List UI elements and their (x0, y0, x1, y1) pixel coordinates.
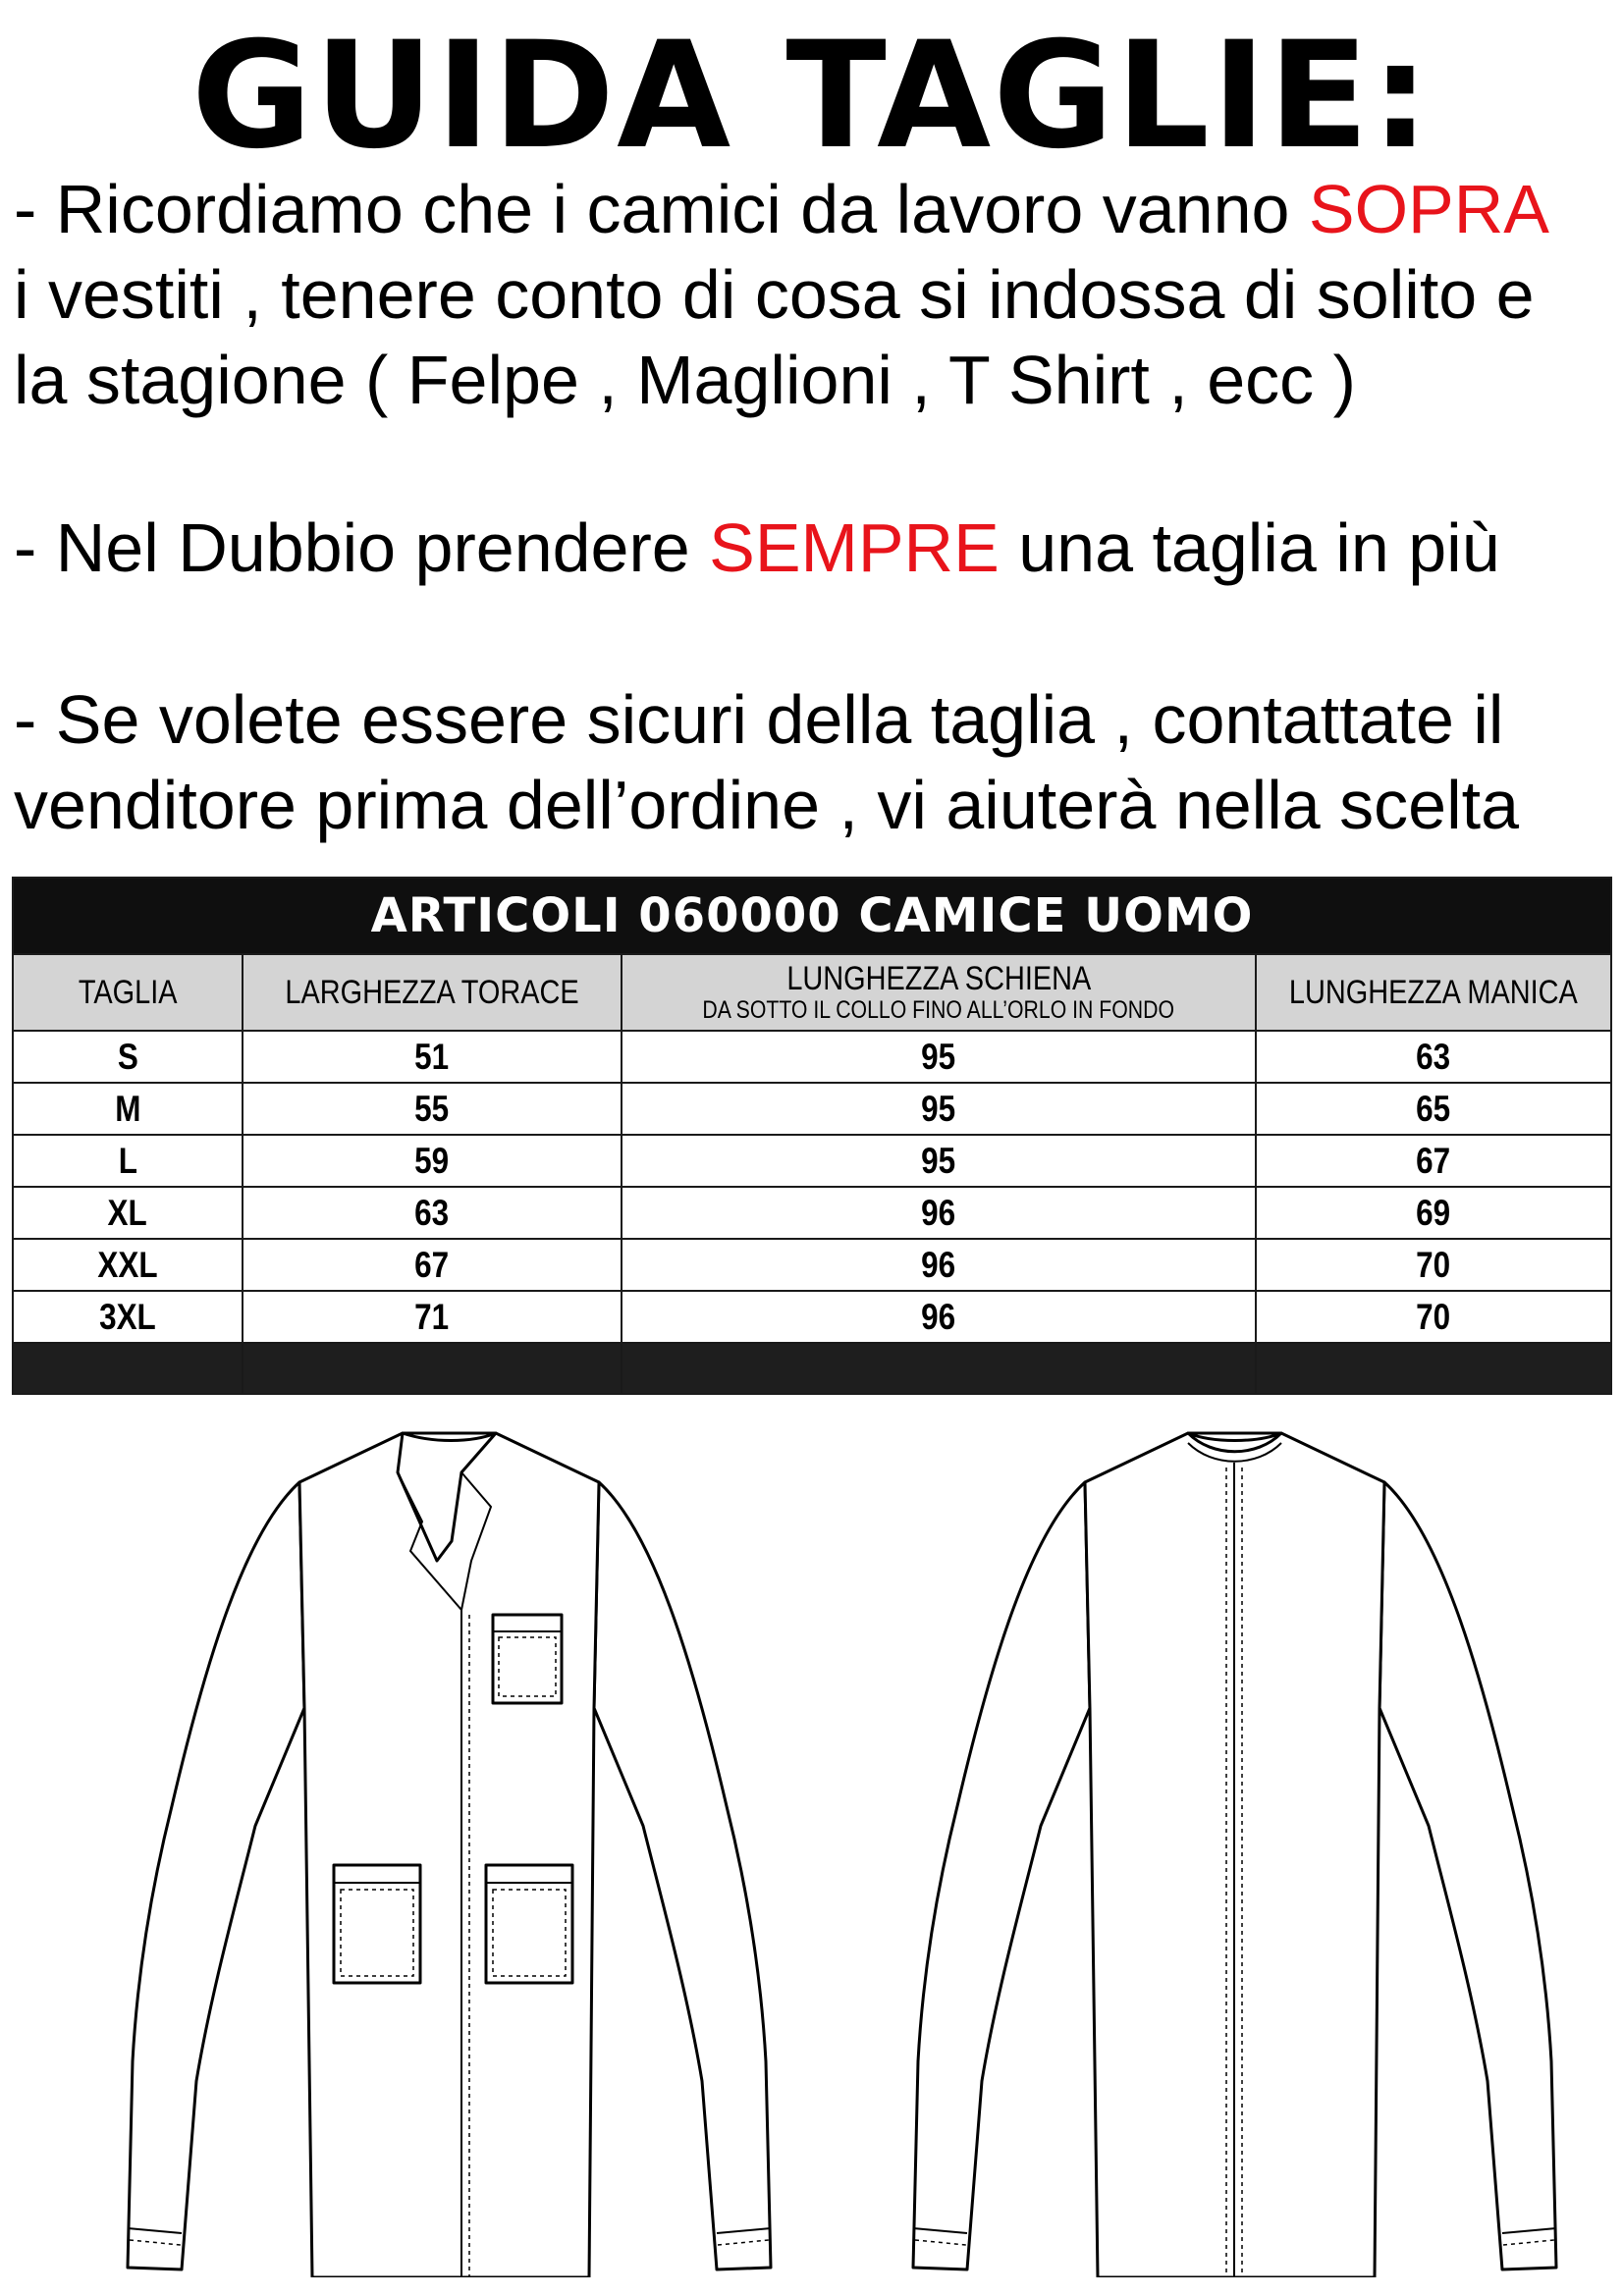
table-row (13, 1187, 1611, 1239)
cell-size: M (13, 1083, 243, 1135)
cell-back-length: 95 (622, 1135, 1256, 1187)
cell-size: S (13, 1031, 243, 1083)
cell-chest-width: 71 (243, 1291, 622, 1343)
page-title: GUIDA TAGLIE: (190, 11, 1433, 182)
table-row (13, 1083, 1611, 1135)
size-table-body (13, 1031, 1611, 1343)
note-line (14, 252, 1614, 338)
table-banner: ARTICOLI 060000 CAMICE UOMO (13, 878, 1611, 954)
cell-sleeve-length: 69 (1256, 1187, 1611, 1239)
note-contact-seller (14, 677, 1614, 848)
cell-back-length: 96 (622, 1291, 1256, 1343)
note-text: i vestiti , tenere conto di cosa si indossa di solito e (14, 256, 1535, 333)
cell-sleeve-length: 67 (1256, 1135, 1611, 1187)
cell-back-length: 95 (622, 1031, 1256, 1083)
cell-back-length: 96 (622, 1239, 1256, 1291)
cell-size: 3XL (13, 1291, 243, 1343)
cell-chest-width: 63 (243, 1187, 622, 1239)
lab-coat-illustrations (0, 1414, 1623, 2277)
cell-back-length: 95 (622, 1083, 1256, 1135)
note-emphasis: SEMPRE (709, 509, 1000, 586)
cell-chest-width: 51 (243, 1031, 622, 1083)
note-line (14, 763, 1614, 848)
cell-sleeve-length: 65 (1256, 1083, 1611, 1135)
note-text: - Se volete essere sicuri della taglia , contattate il (14, 681, 1504, 758)
size-table-container (12, 877, 1610, 1392)
table-footer-bar (13, 1343, 1611, 1394)
lab-coat-back-drawing (913, 1433, 1556, 2277)
note-text: venditore prima dell’ordine , vi aiuterà nella scelta (14, 767, 1520, 843)
table-row (13, 1135, 1611, 1187)
lab-coat-front-drawing (128, 1433, 771, 2277)
cell-sleeve-length: 70 (1256, 1239, 1611, 1291)
note-text: - Nel Dubbio prendere (14, 509, 710, 586)
header-sleeve-length: LUNGHEZZA MANICA (1256, 954, 1611, 1031)
note-line (14, 167, 1614, 252)
cell-size: XL (13, 1187, 243, 1239)
table-row (13, 1239, 1611, 1291)
cell-chest-width: 67 (243, 1239, 622, 1291)
note-line (14, 338, 1614, 423)
table-row (13, 1031, 1611, 1083)
size-table (12, 877, 1612, 1395)
cell-sleeve-length: 70 (1256, 1291, 1611, 1343)
note-line (14, 677, 1614, 763)
note-size-up (14, 506, 1614, 591)
cell-chest-width: 59 (243, 1135, 622, 1187)
header-chest-width: LARGHEZZA TORACE (243, 954, 622, 1031)
note-text: - Ricordiamo che i camici da lavoro vanno (14, 171, 1309, 247)
cell-size: XXL (13, 1239, 243, 1291)
header-size: TAGLIA (13, 954, 243, 1031)
note-text: la stagione ( Felpe , Maglioni , T Shirt , ecc ) (14, 342, 1356, 418)
cell-back-length: 96 (622, 1187, 1256, 1239)
cell-size: L (13, 1135, 243, 1187)
cell-chest-width: 55 (243, 1083, 622, 1135)
header-back-length: LUNGHEZZA SCHIENA DA SOTTO IL COLLO FINO ALL’ORLO IN FONDO (622, 954, 1256, 1031)
header-back-length-note: DA SOTTO IL COLLO FINO ALL’ORLO IN FONDO (702, 996, 1175, 1024)
note-emphasis: SOPRA (1308, 171, 1549, 247)
table-row (13, 1291, 1611, 1343)
note-text: una taglia in più (999, 509, 1500, 586)
note-over-clothes (14, 167, 1614, 423)
note-line (14, 506, 1614, 591)
cell-sleeve-length: 63 (1256, 1031, 1611, 1083)
